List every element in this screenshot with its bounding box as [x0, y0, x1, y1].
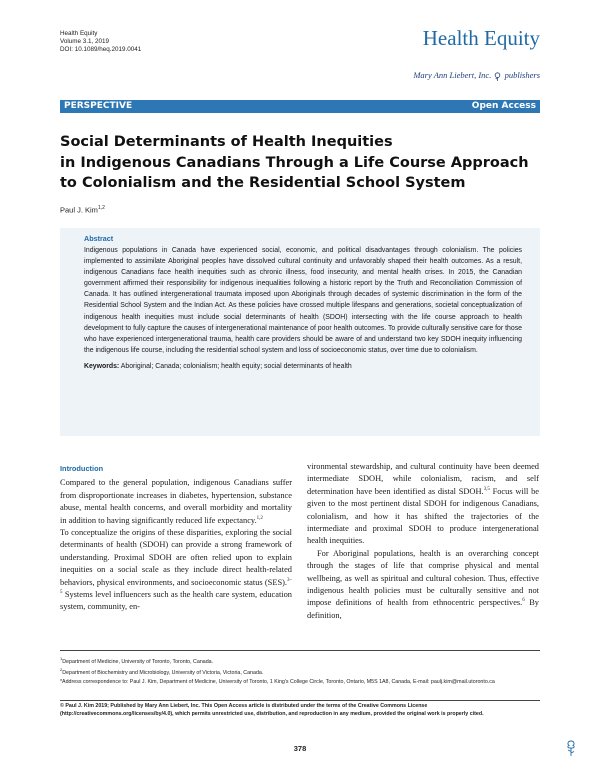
affiliations — [60, 655, 540, 678]
citation[interactable]: 1,2 — [256, 515, 263, 521]
title-line: in Indigenous Canadians Through a Life Course Approach — [60, 154, 529, 171]
license-divider — [60, 700, 540, 701]
publisher-suffix: publishers — [504, 70, 540, 80]
citation[interactable]: 3,5 — [483, 487, 490, 493]
author-list — [60, 205, 105, 215]
author-name: Paul J. Kim — [60, 205, 98, 215]
citation[interactable]: 3–5 — [60, 577, 292, 596]
publisher-logo — [413, 70, 540, 81]
publisher-name: Mary Ann Liebert, Inc. — [413, 70, 492, 80]
journal-short-name: Health Equity — [60, 30, 98, 37]
body-column-right — [307, 461, 539, 622]
paragraph: Compared to the general population, indigenous Canadians suffer from disproportionate increases in diabetes, hypertension, substance abuse, mental health concerns, and overall morbidity and mortality in addition to having significantly reduced life expectancy.$^{1,2}$ To conceptualize the origins of these disparities, exploring the social determinants of health (SDOH) can provide a strong framework of understanding. Proximal SDOH are often relied upon to explain inequities on a social scale as they include direct health-related behaviors, physical environments, and socioeconomic status (SES).$^{3-5}$ Systems level influencers such as the health care system, education system, community, en- — [60, 478, 292, 612]
license-text: © Paul J. Kim 2019; Published by Mary Ann Liebert, Inc. This Open Access article is distributed under the terms of the Creative Commons License (http://creativecommons.org/licenses/by/4.0), which permits unrestricted use, distribution, and reproduction in any medium, provided the original work is properly cited. — [60, 703, 484, 717]
author-affiliation-marks: 1,2 — [97, 205, 105, 211]
affiliation-2: $^2$Department of Biochemistry and Microbiology, University of Victoria, Victoria, Canada. — [60, 667, 264, 677]
rose-icon — [564, 739, 578, 757]
citation[interactable]: 6 — [522, 598, 525, 604]
journal-doi[interactable]: DOI: 10.1089/heq.2019.0041 — [60, 46, 142, 54]
journal-volume: Volume 3.1, 2019 — [60, 38, 110, 46]
footnote-divider — [60, 650, 540, 651]
journal-meta — [60, 30, 141, 55]
article-banner — [60, 100, 540, 113]
introduction-heading: Introduction — [60, 464, 104, 473]
keywords — [84, 361, 522, 372]
open-access-label: Open Access — [471, 101, 536, 111]
paragraph: vironmental stewardship, and cultural continuity have been deemed intermediate SDOH, while colonialism, racism, and self determination have been identified as distal SDOH.$^{3,5}$ Focus will be given to the most pertinent distal SDOH for indigenous Canadians, colonialism, and how it has shifted the trajectories of the intermediate and proximal SDOH to produce intergenerational health inequities. — [307, 462, 539, 546]
page-number: 378 — [293, 744, 307, 753]
correspondence: *Address correspondence to: Paul J. Kim, Department of Medicine, University of Toronto, 1 King's College Circle, Toronto, Ontario, M5S 1A8, Canada, E-mail: paulj.kim@mail.utoronto.ca — [60, 679, 495, 685]
paragraph: For Aboriginal populations, health is an overarching concept through the stages of life that comprise physical and mental wellbeing, as well as spiritual and cultural cohesion. Thus, effective indigenous health policies must be culturally sensitive and not impose definitions of health from ethnocentric perspectives.$^6$ By definition, — [307, 548, 539, 620]
rose-icon — [493, 72, 502, 81]
abstract-text: Indigenous populations in Canada have experienced social, economic, and political disadvantages through colonialism. The policies implemented to assimilate Aboriginal peoples have dissolved cultural continuity and unfavorably shaped their health outcomes. As a result, indigenous Canadians face health inequities such as chronic illness, food insecurity, and mental health crises. In 2015, the Canadian government affirmed their responsibility for indigenous inequalities following a historic report by the Truth and Reconciliation Commission of Canada. It has outlined intergenerational traumata imposed upon Aboriginals through decades of systemic discrimination in the form of the Residential School System and the Indian Act. As these policies have crossed multiple lifespans and generations, societal conceptualization of indigenous health inequities must include social determinants of health (SDOH) intersecting with the life course approach to health development to fully capture the causes of intergenerational maintenance of poor health outcomes. To provide culturally sensitive care for those who have experienced intergenerational trauma, health care providers should be aware of and understand two key SDOH inequity influencing the indigenous life course, including the residential school system and loss of socioeconomic status, over time due to colonialism. — [84, 247, 522, 354]
abstract-heading: Abstract — [84, 234, 114, 243]
article-title — [60, 132, 540, 194]
keywords-list: Aboriginal; Canada; colonialism; health equity; social determinants of health — [120, 362, 352, 370]
keywords-label: Keywords: — [84, 362, 120, 370]
title-line: Social Determinants of Health Inequities — [60, 134, 393, 150]
body-column-left — [60, 463, 292, 614]
article-type: PERSPECTIVE — [64, 101, 133, 111]
affiliation-1: $^1$Department of Medicine, University of Toronto, Toronto, Canada. — [60, 656, 214, 665]
title-line: to Colonialism and the Residential School System — [60, 175, 466, 191]
abstract-box — [60, 228, 540, 436]
journal-logo-title: Health Equity — [422, 26, 540, 50]
